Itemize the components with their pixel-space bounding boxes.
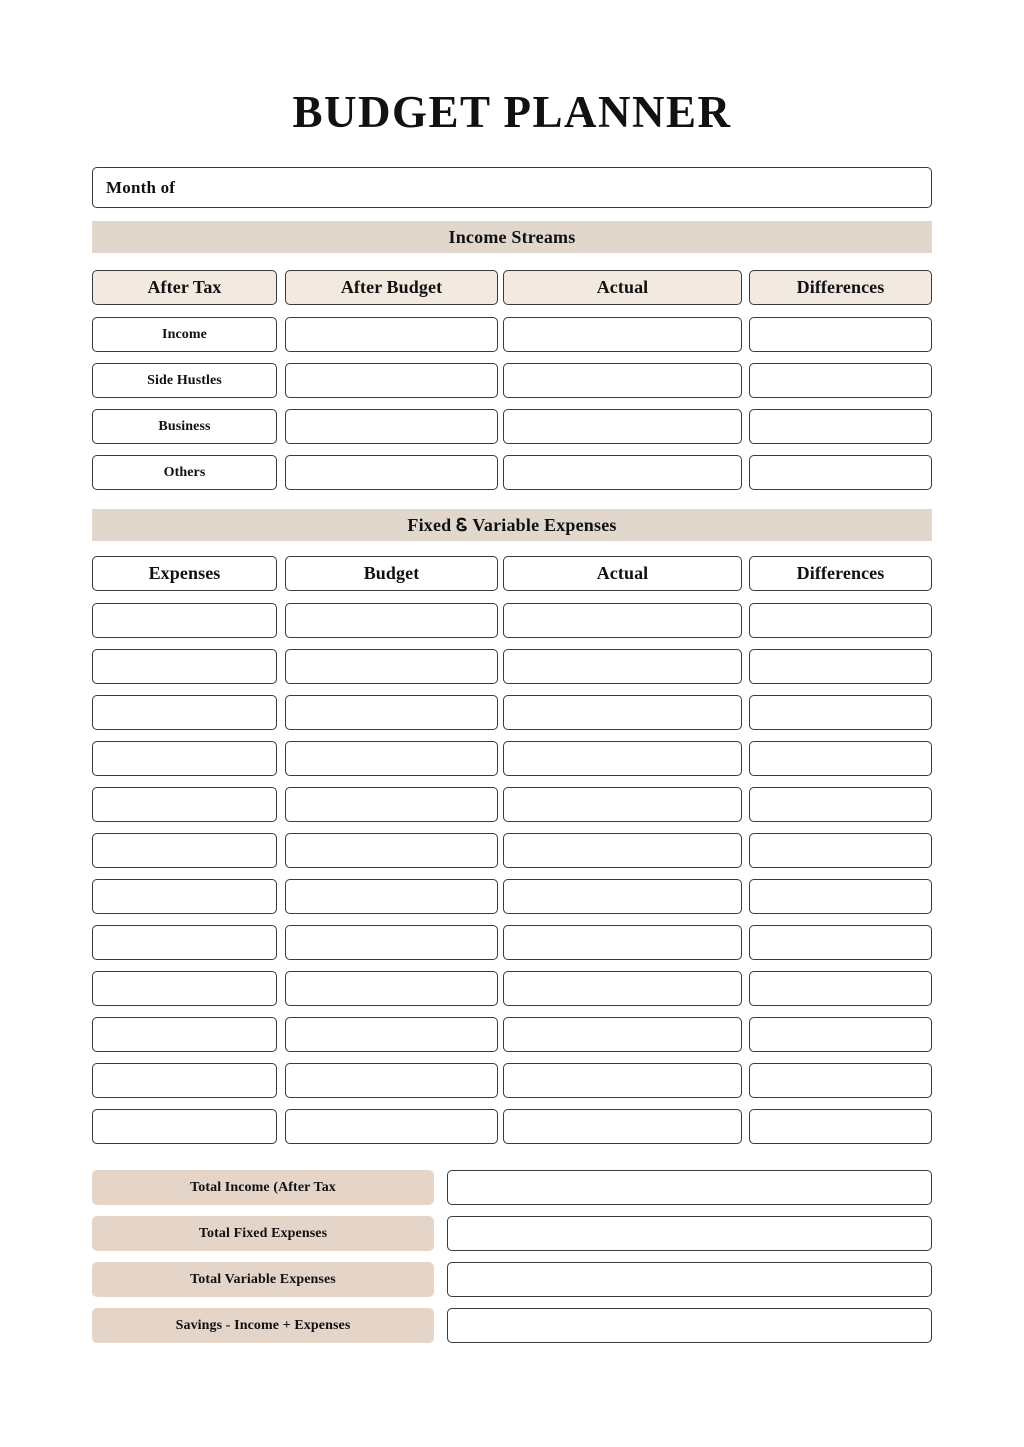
- expense-row-actual-input[interactable]: [503, 925, 742, 960]
- total-label: Total Income (After Tax: [92, 1170, 434, 1205]
- expense-row-actual-input[interactable]: [503, 833, 742, 868]
- income-row-label: Others: [92, 455, 277, 490]
- expense-row-name-input[interactable]: [92, 879, 277, 914]
- total-value-input[interactable]: [447, 1170, 932, 1205]
- total-row-savings: [92, 1308, 932, 1343]
- expense-row-actual-input[interactable]: [503, 649, 742, 684]
- expense-row: [92, 879, 932, 914]
- income-header-actual: Actual: [503, 270, 742, 305]
- income-header-row: [92, 270, 932, 305]
- income-row-side-hustles: [92, 363, 932, 398]
- expense-row-differences-input[interactable]: [749, 649, 932, 684]
- expense-row-budget-input[interactable]: [285, 971, 498, 1006]
- expense-row-differences-input[interactable]: [749, 741, 932, 776]
- expense-row-actual-input[interactable]: [503, 603, 742, 638]
- expense-row-budget-input[interactable]: [285, 603, 498, 638]
- expense-row-budget-input[interactable]: [285, 695, 498, 730]
- income-header-after-budget: After Budget: [285, 270, 498, 305]
- expense-row-name-input[interactable]: [92, 1063, 277, 1098]
- expense-row-differences-input[interactable]: [749, 971, 932, 1006]
- expense-row-name-input[interactable]: [92, 741, 277, 776]
- expense-row: [92, 833, 932, 868]
- total-label: Savings - Income + Expenses: [92, 1308, 434, 1343]
- expense-row-differences-input[interactable]: [749, 695, 932, 730]
- expense-row-actual-input[interactable]: [503, 1017, 742, 1052]
- expense-row-budget-input[interactable]: [285, 1017, 498, 1052]
- income-row-business: [92, 409, 932, 444]
- total-value-input[interactable]: [447, 1308, 932, 1343]
- income-row-differences-input[interactable]: [749, 363, 932, 398]
- expense-row-differences-input[interactable]: [749, 603, 932, 638]
- income-row-differences-input[interactable]: [749, 455, 932, 490]
- expense-row-actual-input[interactable]: [503, 1063, 742, 1098]
- expense-row-name-input[interactable]: [92, 695, 277, 730]
- expense-row-differences-input[interactable]: [749, 879, 932, 914]
- total-row-fixed-expenses: [92, 1216, 932, 1251]
- page-title: BUDGET PLANNER: [292, 87, 732, 137]
- expenses-header-row: [92, 556, 932, 591]
- income-row-actual-input[interactable]: [503, 409, 742, 444]
- income-row-others: [92, 455, 932, 490]
- income-row-actual-input[interactable]: [503, 455, 742, 490]
- expense-row: [92, 925, 932, 960]
- income-row-differences-input[interactable]: [749, 317, 932, 352]
- expense-row: [92, 649, 932, 684]
- income-row-after-budget-input[interactable]: [285, 455, 498, 490]
- total-label: Total Variable Expenses: [92, 1262, 434, 1297]
- total-row-variable-expenses: [92, 1262, 932, 1297]
- total-value-input[interactable]: [447, 1262, 932, 1297]
- expense-row: [92, 971, 932, 1006]
- expenses-header-differences: Differences: [749, 556, 932, 591]
- expense-row: [92, 741, 932, 776]
- expense-row-name-input[interactable]: [92, 925, 277, 960]
- expense-row-differences-input[interactable]: [749, 833, 932, 868]
- income-row-label: Side Hustles: [92, 363, 277, 398]
- expense-row: [92, 603, 932, 638]
- expense-row-differences-input[interactable]: [749, 1109, 932, 1144]
- income-header-after-tax: After Tax: [92, 270, 277, 305]
- expense-row-name-input[interactable]: [92, 1109, 277, 1144]
- month-of-label: Month of: [106, 177, 176, 197]
- income-row-actual-input[interactable]: [503, 363, 742, 398]
- total-row-income-after-tax: [92, 1170, 932, 1205]
- expense-row: [92, 787, 932, 822]
- expense-row-budget-input[interactable]: [285, 833, 498, 868]
- income-row-after-budget-input[interactable]: [285, 317, 498, 352]
- expense-row-differences-input[interactable]: [749, 1063, 932, 1098]
- income-row-income: [92, 317, 932, 352]
- income-header-differences: Differences: [749, 270, 932, 305]
- expense-row-name-input[interactable]: [92, 649, 277, 684]
- expense-row-name-input[interactable]: [92, 1017, 277, 1052]
- expense-row: [92, 1063, 932, 1098]
- expense-row-budget-input[interactable]: [285, 1063, 498, 1098]
- expense-row-budget-input[interactable]: [285, 925, 498, 960]
- expense-row-budget-input[interactable]: [285, 649, 498, 684]
- fixed-variable-expenses-section-header: Fixed Ꮛ Variable Expenses: [92, 509, 932, 541]
- expenses-header-budget: Budget: [285, 556, 498, 591]
- expense-row: [92, 1109, 932, 1144]
- income-streams-section-header: Income Streams: [92, 221, 932, 253]
- expense-row-name-input[interactable]: [92, 603, 277, 638]
- income-row-label: Income: [92, 317, 277, 352]
- expense-row-budget-input[interactable]: [285, 879, 498, 914]
- expense-row-actual-input[interactable]: [503, 787, 742, 822]
- expense-row-differences-input[interactable]: [749, 925, 932, 960]
- expense-row-name-input[interactable]: [92, 833, 277, 868]
- expense-row-budget-input[interactable]: [285, 741, 498, 776]
- income-row-label: Business: [92, 409, 277, 444]
- expense-row-actual-input[interactable]: [503, 695, 742, 730]
- total-label: Total Fixed Expenses: [92, 1216, 434, 1251]
- expense-row-name-input[interactable]: [92, 787, 277, 822]
- expense-row-budget-input[interactable]: [285, 1109, 498, 1144]
- expense-row: [92, 1017, 932, 1052]
- expense-row-differences-input[interactable]: [749, 787, 932, 822]
- expense-row-name-input[interactable]: [92, 971, 277, 1006]
- income-row-after-budget-input[interactable]: [285, 409, 498, 444]
- expense-row-actual-input[interactable]: [503, 971, 742, 1006]
- expense-row-actual-input[interactable]: [503, 1109, 742, 1144]
- expense-row-actual-input[interactable]: [503, 879, 742, 914]
- income-row-differences-input[interactable]: [749, 409, 932, 444]
- month-of-field[interactable]: [92, 167, 932, 208]
- expense-row-actual-input[interactable]: [503, 741, 742, 776]
- expenses-header-expenses: Expenses: [92, 556, 277, 591]
- total-value-input[interactable]: [447, 1216, 932, 1251]
- expenses-header-actual: Actual: [503, 556, 742, 591]
- expense-row-differences-input[interactable]: [749, 1017, 932, 1052]
- expense-row: [92, 695, 932, 730]
- income-row-actual-input[interactable]: [503, 317, 742, 352]
- expense-row-budget-input[interactable]: [285, 787, 498, 822]
- income-row-after-budget-input[interactable]: [285, 363, 498, 398]
